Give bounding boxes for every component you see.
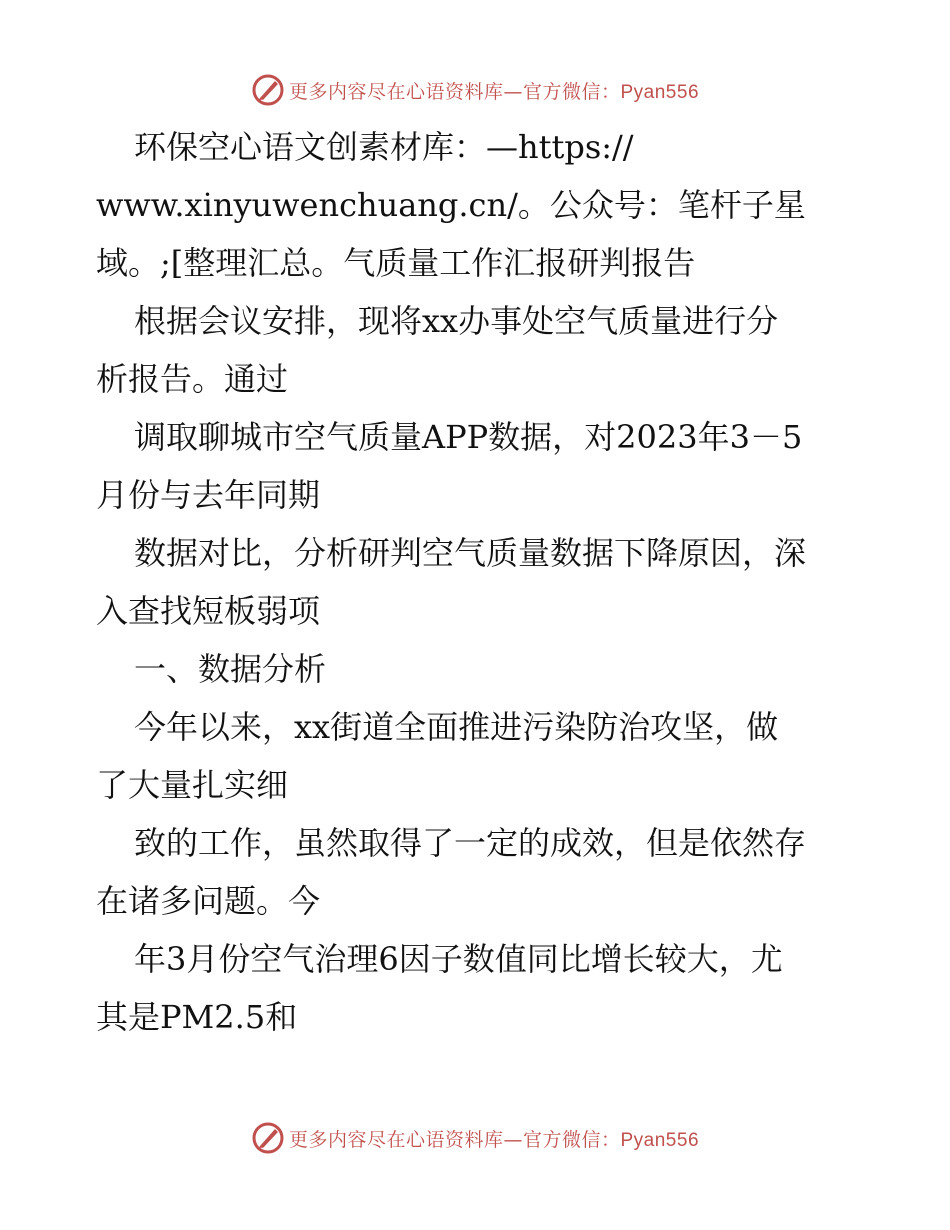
watermark-text: 更多内容尽在心语资料库—官方微信：Pyan556 xyxy=(288,80,700,103)
text-line: 调取聊城市空气质量APP数据，对2023年3－5 xyxy=(134,418,803,456)
text-line: 域。;[整理汇总。气质量工作汇报研判报告 xyxy=(96,244,696,282)
text-line: 根据会议安排，现将xx办事处空气质量进行分 xyxy=(134,302,779,340)
footer-watermark xyxy=(0,1118,950,1158)
header-watermark xyxy=(0,70,950,110)
text-line: 年3月份空气治理6因子数值同比增长较大，尤 xyxy=(134,940,783,978)
document-body xyxy=(96,118,856,1046)
text-line: 其是PM2.5和 xyxy=(96,998,298,1036)
text-line: 一、数据分析 xyxy=(134,650,327,688)
quill-logo-icon xyxy=(251,73,285,107)
text-line: 月份与去年同期 xyxy=(96,476,321,514)
text-line: 致的工作，虽然取得了一定的成效，但是依然存 xyxy=(134,824,807,862)
text-line: 今年以来，xx街道全面推进污染防治攻坚，做 xyxy=(134,708,779,746)
text-line: 了大量扎实细 xyxy=(96,766,289,804)
text-line: 数据对比，分析研判空气质量数据下降原因，深 xyxy=(134,534,807,572)
text-line: 析报告。通过 xyxy=(96,360,289,398)
text-line: 环保空心语文创素材库：—https:// xyxy=(134,128,634,166)
text-line: 入查找短板弱项 xyxy=(96,592,321,630)
text-line: 在诸多问题。今 xyxy=(96,882,321,920)
text-line: www.xinyuwenchuang.cn/。公众号：笔杆子星 xyxy=(96,186,806,224)
quill-logo-icon xyxy=(251,1121,285,1155)
watermark-text: 更多内容尽在心语资料库—官方微信：Pyan556 xyxy=(288,1128,700,1151)
